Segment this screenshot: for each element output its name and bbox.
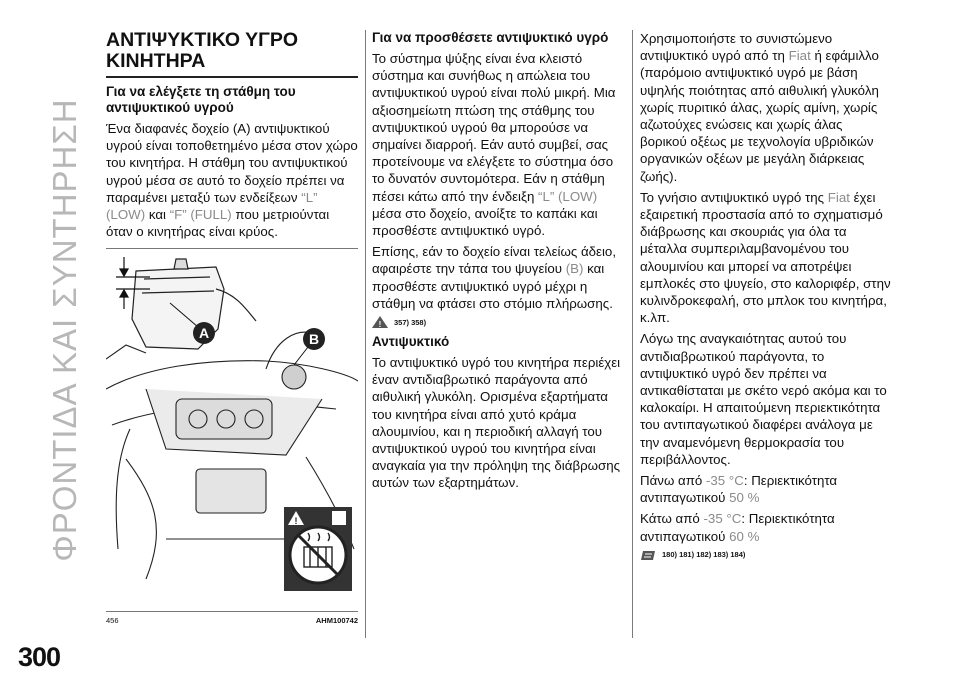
figure-code: AHM100742 bbox=[315, 616, 358, 626]
column-divider bbox=[365, 30, 366, 638]
column-3 bbox=[640, 30, 892, 567]
full-mark: “F” (FULL) bbox=[169, 207, 232, 223]
water-warning-text: Λόγω της αναγκαιότητας αυτού του αντιδιαβρωτικού παράγοντα, το αντιψυκτικό υγρό δεν πρέπει να αντικαθίσταται με σκέτο νερό ακόμα και το καλοκαίρι. Η απαιτούμενη περιεκτικότητα του αντιπαγωτικού διαφέρει ανάλογα με την αναμενόμενη θερμοκρασία του περιβάλλοντος. bbox=[640, 331, 887, 467]
warning-triangle-icon bbox=[372, 316, 388, 328]
warning-reference: ! 357) 358) bbox=[372, 316, 624, 328]
check-level-text: Ένα διαφανές δοχείο (Α) αντιψυκτικού υγρού είναι τοποθετημένο μέσα στον χώρο του κινητήρα. Η στάθμη του αντιψυκτικού υγρού μέσα σε αυτό το δοχείο πρέπει να παραμένει μεταξύ των ενδείξεων “L” (LOW) και “F” (FULL) που μετριούνται όταν ο κινητήρας είναι κρύος. bbox=[106, 121, 358, 240]
antifreeze-heading: Αντιψυκτικό bbox=[372, 334, 450, 350]
low-mark: “L” (LOW) bbox=[538, 188, 598, 204]
callout-a-label: A bbox=[198, 325, 210, 342]
engine-bay-illustration bbox=[106, 249, 358, 601]
warning-pictogram bbox=[284, 507, 352, 591]
genuine-coolant-text: Το γνήσιο αντιψυκτικό υγρό της Fiat έχει εξαιρετική προστασία από το σχηματισμό διάβρωσης και σκουριάς για όλα τα μέταλλα συμπεριλαμβανομένου του αλουμινίου και μπορεί να αποτρέψει εμπλοκές στο ψυγείο, στο καλοριφέρ, στην κυλινδροκεφαλή, στο μπλοκ του κινητήρα, κ.λπ. bbox=[640, 189, 891, 326]
column-2 bbox=[372, 30, 624, 496]
figure-caption bbox=[106, 616, 358, 625]
add-coolant-heading: Για να προσθέσετε αντιψυκτικό υγρό bbox=[372, 30, 609, 45]
empty-tank-text: Επίσης, εάν το δοχείο είναι τελείως άδειο, αφαιρέστε την τάπα του ψυγείου (B) και προσθέστε αντιψυκτικό υγρό μέχρι η στάθμη να φτάσει στο στόμιο πλήρωσης. bbox=[372, 244, 617, 311]
column-divider bbox=[632, 30, 633, 638]
cap-reference: (B) bbox=[565, 261, 584, 277]
concentration-below: Κάτω από -35 °C: Περιεκτικότητα αντιπαγωτικού 60 % bbox=[640, 511, 835, 544]
antifreeze-text: Το αντιψυκτικό υγρό του κινητήρα περιέχει έναν αντιδιαβρωτικό παράγοντα από αιθυλική γλυκόλη. Ορισμένα εξαρτήματα του κινητήρα είναι από χυτό κράμα αλουμινίου, και η περιοδική αλλαγή του αντιψυκτικού υγρού του κινητήρα είναι αναγκαία για την πρόληψη της διάβρωσης αυτών των εξαρτημάτων. bbox=[372, 355, 621, 491]
concentration-above: Πάνω από -35 °C: Περιεκτικότητα αντιπαγωτικού 50 % bbox=[640, 473, 838, 506]
callout-b-line bbox=[294, 347, 308, 365]
column-1 bbox=[106, 30, 358, 625]
chapter-side-title: ΦΡΟΝΤΙΔΑ ΚΑΙ ΣΥΝΤΗΡΗΣΗ bbox=[46, 98, 83, 562]
recommended-coolant-text: Χρησιμοποιήστε το συνιστώμενο αντιψυκτικό υγρό από τη Fiat ή εφάμιλλο (παρόμοιο αντιψυκτικό υγρό με βάση υψηλής ποιότητας από αιθυλική γλυκόλη χωρίς πυριτικό άλας, χωρίς αμίνη, χωρίς αζωτούχες ενώσεις και χωρίς άλας βορικού οξέως με τεχνολογία υβριδικών οργανικών οξέων με μεγάλη διάρκειας ζωής). bbox=[640, 31, 879, 184]
figure-number: 456 bbox=[106, 616, 119, 626]
add-coolant-text: Το σύστημα ψύξης είναι ένα κλειστό σύστημα και συνήθως η απώλεια του αντιψυκτικού υγρού είναι πολύ μικρή. Μια αξιοσημείωτη πτώση της στάθμης του αντιψυκτικού υγρού θα μπορούσε να σημαίνει διαρροή. Εάν αυτό συμβεί, σας προτείνουμε να ελέγξετε το σύστημα όσο το δυνατόν συντομότερα. Εάν η στάθμη πέσει κάτω από την ένδειξη “L” (LOW) μέσα στο δοχείο, ανοίξτε το καπάκι και προσθέστε αντιψυκτικό υγρό. bbox=[372, 51, 616, 239]
engine-bay-figure bbox=[106, 248, 358, 612]
low-mark: “L” (LOW) bbox=[106, 189, 318, 223]
page-number: 300 bbox=[18, 642, 61, 672]
manual-reference-icon bbox=[640, 549, 656, 561]
callout-b-label: B bbox=[308, 331, 320, 348]
check-level-heading: Για να ελέγξετε τη στάθμη του αντιψυκτικού υγρού bbox=[106, 84, 296, 115]
warning-reference: 180) 181) 182) 183) 184) bbox=[640, 549, 892, 561]
svg-text:!: ! bbox=[294, 516, 298, 527]
section-title: ΑΝΤΙΨΥΚΤΙΚΟ ΥΓΡΟ ΚΙΝΗΤΗΡΑ bbox=[106, 29, 299, 72]
title-rule bbox=[106, 76, 358, 78]
svg-text:!: ! bbox=[378, 320, 382, 329]
manual-icon bbox=[332, 511, 346, 525]
